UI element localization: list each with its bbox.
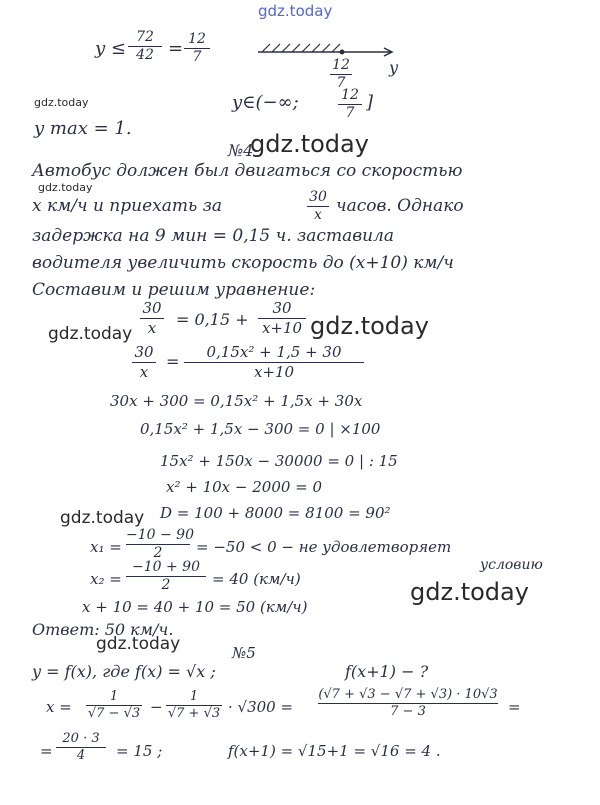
- equation-part: · √300 =: [228, 698, 294, 716]
- fraction-denominator: 7: [345, 105, 355, 122]
- axis-point: [340, 50, 345, 55]
- equals-sign: =: [508, 698, 521, 716]
- equation-part: x =: [46, 698, 72, 716]
- minus-sign: −: [150, 698, 163, 716]
- fraction: [307, 190, 329, 224]
- fraction-numerator: 12: [341, 87, 359, 103]
- fraction-denominator: √7 + √3: [167, 706, 221, 722]
- fraction-denominator: 4: [76, 748, 86, 764]
- watermark-big: gdz.today: [310, 312, 429, 340]
- task-number: №4: [228, 141, 254, 160]
- fraction-denominator: 7: [192, 49, 202, 66]
- root-note: условию: [480, 557, 543, 573]
- fraction: [126, 560, 206, 594]
- interval-suffix: ]: [366, 92, 374, 113]
- equation-line: 15x² + 150x − 30000 = 0 | : 15: [160, 452, 398, 470]
- root-result: = 40 (км/ч): [212, 570, 301, 588]
- fraction-numerator: 1: [189, 689, 199, 704]
- fraction-numerator: 30: [309, 189, 327, 205]
- fraction: [56, 732, 106, 764]
- fraction-denominator: 7 − 3: [390, 704, 426, 720]
- fraction: [132, 344, 156, 380]
- fraction: [258, 300, 306, 336]
- ymax-line: y max = 1.: [34, 118, 132, 139]
- equation-line: 0,15x² + 1,5x − 300 = 0 | ×100: [140, 420, 381, 438]
- fraction-numerator: 72: [136, 29, 154, 45]
- text-line: задержка на 9 мин = 0,15 ч. заставила: [32, 226, 395, 246]
- final-result: f(x+1) = √15+1 = √16 = 4 .: [228, 742, 441, 760]
- fraction-numerator: 30: [134, 343, 154, 361]
- equals-sign: =: [166, 352, 180, 371]
- fraction-denominator: 2: [153, 545, 163, 562]
- fraction: [318, 688, 498, 720]
- axis-variable: y: [389, 58, 399, 77]
- equation-part: = 0,15 +: [176, 310, 249, 329]
- watermark-left: gdz.today: [48, 324, 133, 344]
- fraction-numerator: −10 − 90: [126, 527, 194, 543]
- equation-line: 30x + 300 = 0,15x² + 1,5x + 30x: [110, 392, 363, 410]
- fraction-numerator: 20 · 3: [62, 731, 100, 746]
- fraction-denominator: x+10: [253, 362, 295, 381]
- watermark-left: gdz.today: [96, 634, 181, 654]
- text-line: часов. Однако: [336, 196, 464, 216]
- text-line: x км/ч и приехать за: [32, 196, 223, 216]
- root-label: x₂ =: [90, 570, 122, 588]
- fraction: [126, 527, 194, 562]
- fraction-denominator: x: [314, 207, 322, 224]
- fraction-denominator: 42: [136, 47, 154, 64]
- equation-line: x + 10 = 40 + 10 = 50 (км/ч): [82, 598, 308, 616]
- fraction: [140, 300, 164, 336]
- fraction-denominator: 2: [161, 577, 171, 594]
- fraction-numerator: 12: [332, 57, 350, 73]
- fraction-numerator: 0,15x² + 1,5 + 30: [206, 343, 342, 361]
- fraction-numerator: 12: [188, 31, 206, 47]
- watermark-big: gdz.today: [410, 578, 529, 606]
- fraction-numerator: 1: [109, 689, 119, 704]
- answer: Ответ: 50 км/ч.: [32, 620, 174, 639]
- fraction-denominator: x: [147, 318, 157, 337]
- fraction-numerator: −10 + 90: [132, 559, 200, 575]
- fraction-numerator: 30: [142, 299, 162, 317]
- watermark-small: gdz.today: [38, 181, 93, 194]
- fraction: [338, 88, 362, 122]
- equation-line: x² + 10x − 2000 = 0: [166, 478, 323, 496]
- watermark-top: gdz.today: [258, 2, 333, 20]
- text-line: y = f(x), где f(x) = √x ;: [32, 662, 216, 681]
- root-result: = −50 < 0 − не удовлетворяет: [196, 538, 452, 556]
- fraction-numerator: (√7 + √3 − √7 + √3) · 10√3: [318, 687, 498, 702]
- watermark-big: gdz.today: [250, 130, 369, 158]
- fraction-denominator: x: [139, 362, 149, 381]
- text-line: водителя увеличить скорость до (x+10) км/ч: [32, 253, 454, 273]
- fraction: [184, 344, 364, 380]
- equals-sign: =: [168, 38, 184, 59]
- fraction: [86, 690, 142, 722]
- task-number: №5: [232, 644, 256, 662]
- text-line: f(x+1) − ?: [345, 662, 429, 681]
- fraction-denominator: √7 − √3: [87, 706, 141, 722]
- equation-part: = 15 ;: [116, 742, 163, 760]
- text-line: Составим и решим уравнение:: [32, 280, 316, 300]
- text-line: Автобус должен был двигаться со скоростью: [32, 161, 463, 181]
- fraction-denominator: 7: [336, 75, 346, 92]
- watermark-small: gdz.today: [34, 96, 89, 109]
- root-label: x₁ =: [90, 538, 122, 556]
- fraction: [166, 690, 222, 722]
- hatching: [262, 44, 340, 52]
- inequality-lhs: y ≤: [95, 38, 126, 59]
- fraction-numerator: 30: [272, 299, 292, 317]
- watermark-left: gdz.today: [60, 508, 145, 528]
- equation-line: D = 100 + 8000 = 8100 = 90²: [160, 504, 391, 522]
- interval-prefix: y∈(−∞;: [232, 92, 299, 113]
- equals-sign: =: [40, 742, 53, 760]
- fraction-denominator: x+10: [261, 318, 303, 337]
